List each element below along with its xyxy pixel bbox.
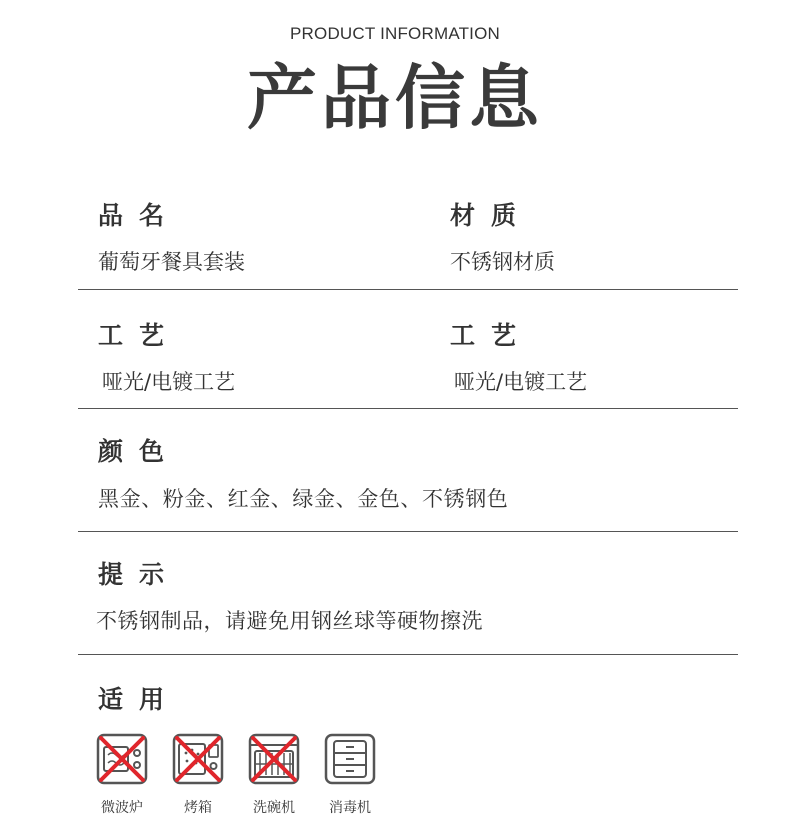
- appliance-label: 洗碗机: [253, 800, 295, 816]
- appliance-oven: [170, 733, 226, 817]
- appliance-label: 消毒机: [329, 800, 371, 816]
- color-label: 颜色: [98, 437, 181, 466]
- dishwasher-icon: [248, 733, 300, 785]
- craft-label-right: 工艺: [450, 321, 533, 350]
- craft-label: 工艺: [98, 321, 181, 350]
- appliance-sterilizer: [322, 733, 378, 817]
- material-label: 材质: [450, 201, 533, 230]
- microwave-icon: [96, 733, 148, 785]
- divider: [78, 654, 738, 655]
- appliance-dishwasher: [246, 733, 302, 817]
- sterilizer-icon: [324, 733, 376, 785]
- usage-label: 适用: [98, 685, 181, 714]
- appliance-microwave: [94, 733, 150, 817]
- color-value: 黑金、粉金、红金、绿金、金色、不锈钢色: [98, 487, 509, 511]
- page-title: 产品信息: [247, 57, 543, 139]
- craft-value: 哑光/电镀工艺: [102, 370, 236, 394]
- divider: [78, 408, 738, 409]
- divider: [78, 531, 738, 532]
- craft-value-right: 哑光/电镀工艺: [454, 370, 588, 394]
- tips-label: 提示: [98, 560, 181, 589]
- appliance-label: 微波炉: [101, 800, 143, 816]
- divider: [78, 289, 738, 290]
- material-value: 不锈钢材质: [450, 250, 555, 274]
- oven-icon: [172, 733, 224, 785]
- tips-value: 不锈钢制品，请避免用钢丝球等硬物擦洗: [96, 609, 483, 633]
- appliance-label: 烤箱: [184, 800, 212, 816]
- page-subtitle: PRODUCT INFORMATION: [290, 24, 500, 43]
- name-label: 品名: [98, 201, 181, 230]
- name-value: 葡萄牙餐具套装: [98, 250, 245, 274]
